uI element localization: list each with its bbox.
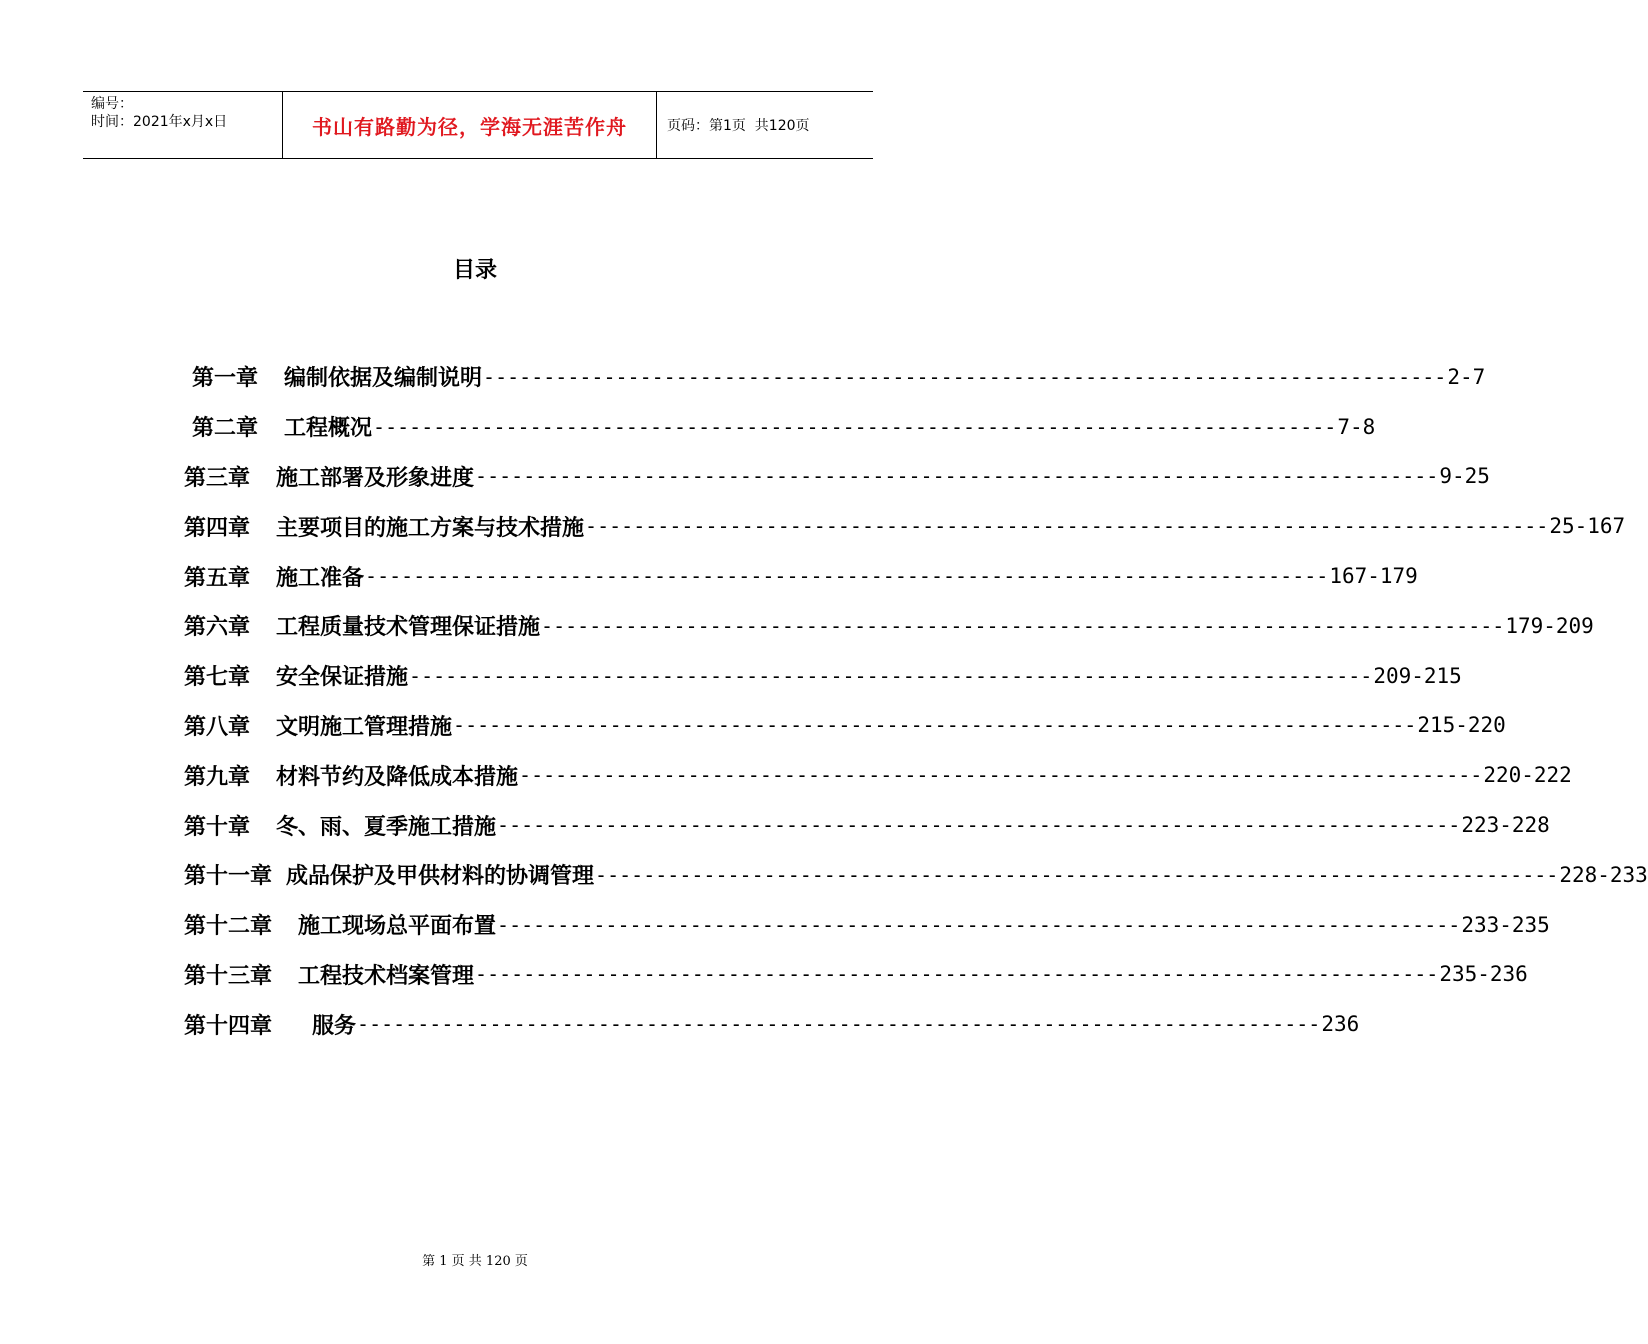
toc-page-range: 233-235 (1461, 912, 1550, 937)
toc-entry (184, 402, 1376, 452)
toc-entry (184, 601, 1594, 651)
toc-entry (184, 701, 1506, 751)
toc-chapter-number: 第九章 (184, 763, 251, 790)
toc-title: 目录 (452, 257, 497, 283)
toc-page-range: 209-215 (1373, 663, 1462, 688)
table-of-contents (184, 352, 1648, 1049)
toc-page-range: 9-25 (1439, 464, 1490, 489)
toc-entry (184, 501, 1626, 551)
toc-leader: -------------------------------------------------------------------------------- (595, 862, 1559, 887)
toc-chapter-title: 编制依据及编制说明 (284, 365, 483, 392)
toc-chapter-number: 第七章 (184, 664, 251, 691)
toc-chapter-number: 第六章 (184, 614, 251, 641)
toc-chapter-number: 第一章 (192, 365, 259, 392)
toc-entry (184, 800, 1550, 850)
toc-chapter-title: 材料节约及降低成本措施 (276, 763, 519, 790)
page-footer: 第 1 页 共 120 页 (422, 1254, 528, 1269)
toc-leader: -------------------------------------------------------------------------------- (453, 713, 1417, 738)
toc-leader: -------------------------------------------------------------------------------- (475, 962, 1439, 987)
toc-entry (184, 750, 1572, 800)
toc-chapter-title: 安全保证措施 (276, 664, 409, 691)
toc-chapter-title: 冬、雨、夏季施工措施 (276, 813, 497, 840)
toc-entry (184, 551, 1418, 601)
toc-chapter-number: 第五章 (184, 564, 251, 591)
toc-leader: -------------------------------------------------------------------------------- (497, 813, 1461, 838)
toc-leader: -------------------------------------------------------------------------------- (497, 912, 1461, 937)
toc-page-range: 25-167 (1549, 514, 1626, 539)
toc-chapter-title: 施工现场总平面布置 (298, 913, 497, 940)
toc-chapter-title: 工程质量技术管理保证措施 (276, 614, 541, 641)
toc-leader: -------------------------------------------------------------------------------- (541, 613, 1505, 638)
toc-chapter-title: 施工准备 (276, 564, 365, 591)
toc-page-range: 7-8 (1337, 414, 1376, 439)
toc-chapter-number: 第十三章 (184, 962, 273, 989)
toc-page-range: 235-236 (1439, 962, 1528, 987)
toc-leader: -------------------------------------------------------------------------------- (373, 414, 1337, 439)
toc-leader: -------------------------------------------------------------------------------- (483, 364, 1447, 389)
toc-chapter-title: 文明施工管理措施 (276, 713, 453, 740)
toc-chapter-number: 第三章 (184, 464, 251, 491)
toc-chapter-title: 成品保护及甲供材料的协调管理 (286, 863, 595, 890)
toc-entry (184, 900, 1550, 950)
header-meta (83, 92, 283, 158)
toc-page-range: 2-7 (1447, 364, 1486, 389)
toc-leader: -------------------------------------------------------------------------------- (357, 1012, 1321, 1037)
toc-chapter-title: 主要项目的施工方案与技术措施 (276, 514, 585, 541)
toc-leader: -------------------------------------------------------------------------------- (409, 663, 1373, 688)
toc-chapter-title: 工程概况 (284, 415, 373, 442)
toc-chapter-number: 第四章 (184, 514, 251, 541)
toc-leader: -------------------------------------------------------------------------------- (365, 564, 1329, 589)
header-page-info (657, 92, 873, 158)
document-number-label: 编号： (91, 96, 133, 112)
toc-page-range: 220-222 (1483, 763, 1572, 788)
header-page-info-text: 页码：第1页 共120页 (667, 118, 810, 134)
toc-chapter-number: 第八章 (184, 713, 251, 740)
toc-chapter-number: 第十章 (184, 813, 251, 840)
toc-leader: -------------------------------------------------------------------------------- (585, 514, 1549, 539)
toc-page-range: 167-179 (1329, 564, 1418, 589)
toc-chapter-number: 第十四章 (184, 1012, 273, 1039)
page-header (83, 91, 873, 159)
toc-entry (184, 651, 1462, 701)
toc-entry (184, 999, 1360, 1049)
header-motto: 书山有路勤为径，学海无涯苦作舟 (283, 92, 657, 158)
toc-chapter-title: 施工部署及形象进度 (276, 464, 475, 491)
toc-page-range: 236 (1321, 1012, 1360, 1037)
toc-page-range: 179-209 (1505, 613, 1594, 638)
toc-chapter-title: 服务 (312, 1012, 357, 1039)
toc-leader: -------------------------------------------------------------------------------- (519, 763, 1483, 788)
toc-entry (184, 950, 1528, 1000)
toc-chapter-number: 第二章 (192, 415, 259, 442)
toc-entry (184, 452, 1490, 502)
toc-page-range: 215-220 (1417, 713, 1506, 738)
document-time: 时间：2021年x月x日 (91, 114, 228, 130)
toc-entry (184, 850, 1648, 900)
toc-page-range: 223-228 (1461, 813, 1550, 838)
toc-leader: -------------------------------------------------------------------------------- (475, 464, 1439, 489)
toc-chapter-number: 第十二章 (184, 913, 273, 940)
toc-chapter-number: 第十一章 (184, 863, 273, 890)
toc-page-range: 228-233 (1559, 862, 1648, 887)
toc-chapter-title: 工程技术档案管理 (298, 962, 475, 989)
toc-entry (184, 352, 1486, 402)
